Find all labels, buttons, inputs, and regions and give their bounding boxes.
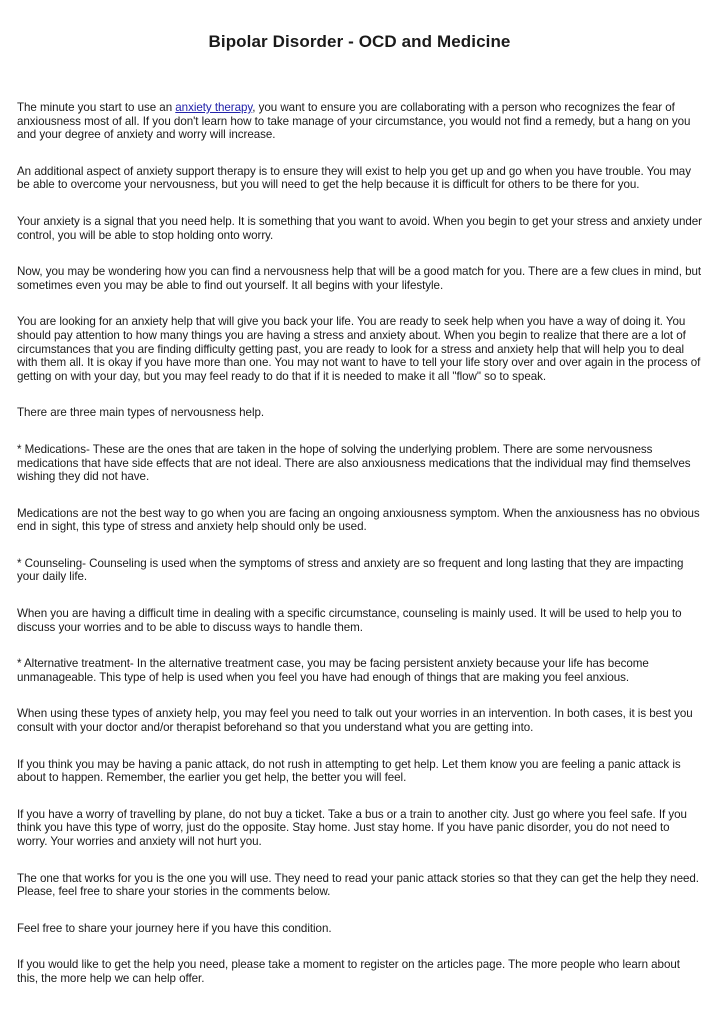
paragraph-14: The one that works for you is the one you will use. They need to read your panic attack stories so that they can get the help they need. Please, feel free to share your stories in the comments below. bbox=[17, 871, 699, 899]
paragraph-12: If you think you may be having a panic attack, do not rush in attempting to get help. Let them know you are feeling a panic attack is about to happen. Remember, the earlier you get help, the better you will feel. bbox=[17, 757, 681, 785]
paragraph-3: Now, you may be wondering how you can find a nervousness help that will be a good match for you. There are a few clues in mind, but sometimes even you may be able to find out yourself. It all begins with your lifestyle. bbox=[17, 265, 702, 292]
paragraph-4: You are looking for an anxiety help that will give you back your life. You are ready to seek help when you have a way of doing it. You should pay attention to how many things you are having a stress and anxiety about. When you begin to realize that there are a lot of circumstances that you are finding difficulty getting past, you are ready to look for a stress and anxiety help that will help you to deal with them all. It is okay if you have more than one. You may not want to have to tell your life story over and over again in the process of getting on with your day, but you may feel ready to do that if it is needed to make it all "flow" so to speak. bbox=[17, 315, 701, 383]
paragraph-11: When using these types of anxiety help, you may feel you need to talk out your worries in an intervention. In both cases, it is best you consult with your doctor and/or therapist beforehand so that you understand what you are getting into. bbox=[17, 707, 693, 735]
paragraph-5: There are three main types of nervousness help. bbox=[17, 406, 265, 420]
anxiety-therapy-link[interactable]: anxiety therapy bbox=[175, 101, 253, 114]
intro-paragraph bbox=[17, 101, 703, 142]
document-body bbox=[0, 101, 719, 986]
paragraph-2: Your anxiety is a signal that you need help. It is something that you want to avoid. When you begin to get your stress and anxiety under control, you will be able to stop holding onto worry. bbox=[17, 214, 702, 242]
paragraph-16: If you would like to get the help you need, please take a moment to register on the articles page. The more people who learn about this, the more help we can help offer. bbox=[17, 958, 680, 985]
paragraph-15: Feel free to share your journey here if you have this condition. bbox=[17, 921, 332, 935]
paragraph-7: Medications are not the best way to go when you are facing an ongoing anxiousness symptom. When the anxiousness has no obvious end in sight, this type of stress and anxiety help should only be used. bbox=[17, 506, 700, 534]
document-title: Bipolar Disorder - OCD and Medicine bbox=[208, 32, 511, 51]
paragraph-10: * Alternative treatment- In the alternative treatment case, you may be facing persistent anxiety because your life has become unmanageable. This type of help is used when you feel you have had enough of things that are making you feel anxious. bbox=[17, 657, 649, 684]
intro-text-after: , you want to ensure you are collaborating with a person who recognizes the fear of anxiousness most of all. If you don't learn how to take manage of your circumstance, you would not find a remedy, but a hang on you and your degree of anxiety and worry will increase. bbox=[17, 101, 691, 142]
paragraph-13: If you have a worry of travelling by plane, do not buy a ticket. Take a bus or a train to another city. Just go where you feel safe. If you think you have this type of worry, just do the opposite. Stay home. Just stay home. If you have panic disorder, you do not need to worry. Your worries and anxiety will not hurt you. bbox=[17, 807, 687, 848]
paragraph-9: When you are having a difficult time in dealing with a specific circumstance, counseling is mainly used. It will be used to help you to discuss your worries and to be able to discuss ways to handle them. bbox=[17, 607, 682, 634]
paragraph-8: * Counseling- Counseling is used when the symptoms of stress and anxiety are so frequent and long lasting that they are impacting your daily life. bbox=[17, 556, 684, 584]
paragraph-1: An additional aspect of anxiety support therapy is to ensure they will exist to help you get up and go when you have trouble. You may be able to overcome your nervousness, but you will need to get the help because it is difficult for others to be there for you. bbox=[17, 164, 691, 192]
paragraph-6: * Medications- These are the ones that are taken in the hope of solving the underlying problem. There are some nervousness medications that have side effects that are not ideal. There are also anxiousness medications that the individual may find themselves wishing they did not have. bbox=[17, 442, 691, 484]
intro-text-before: The minute you start to use an bbox=[17, 101, 176, 114]
